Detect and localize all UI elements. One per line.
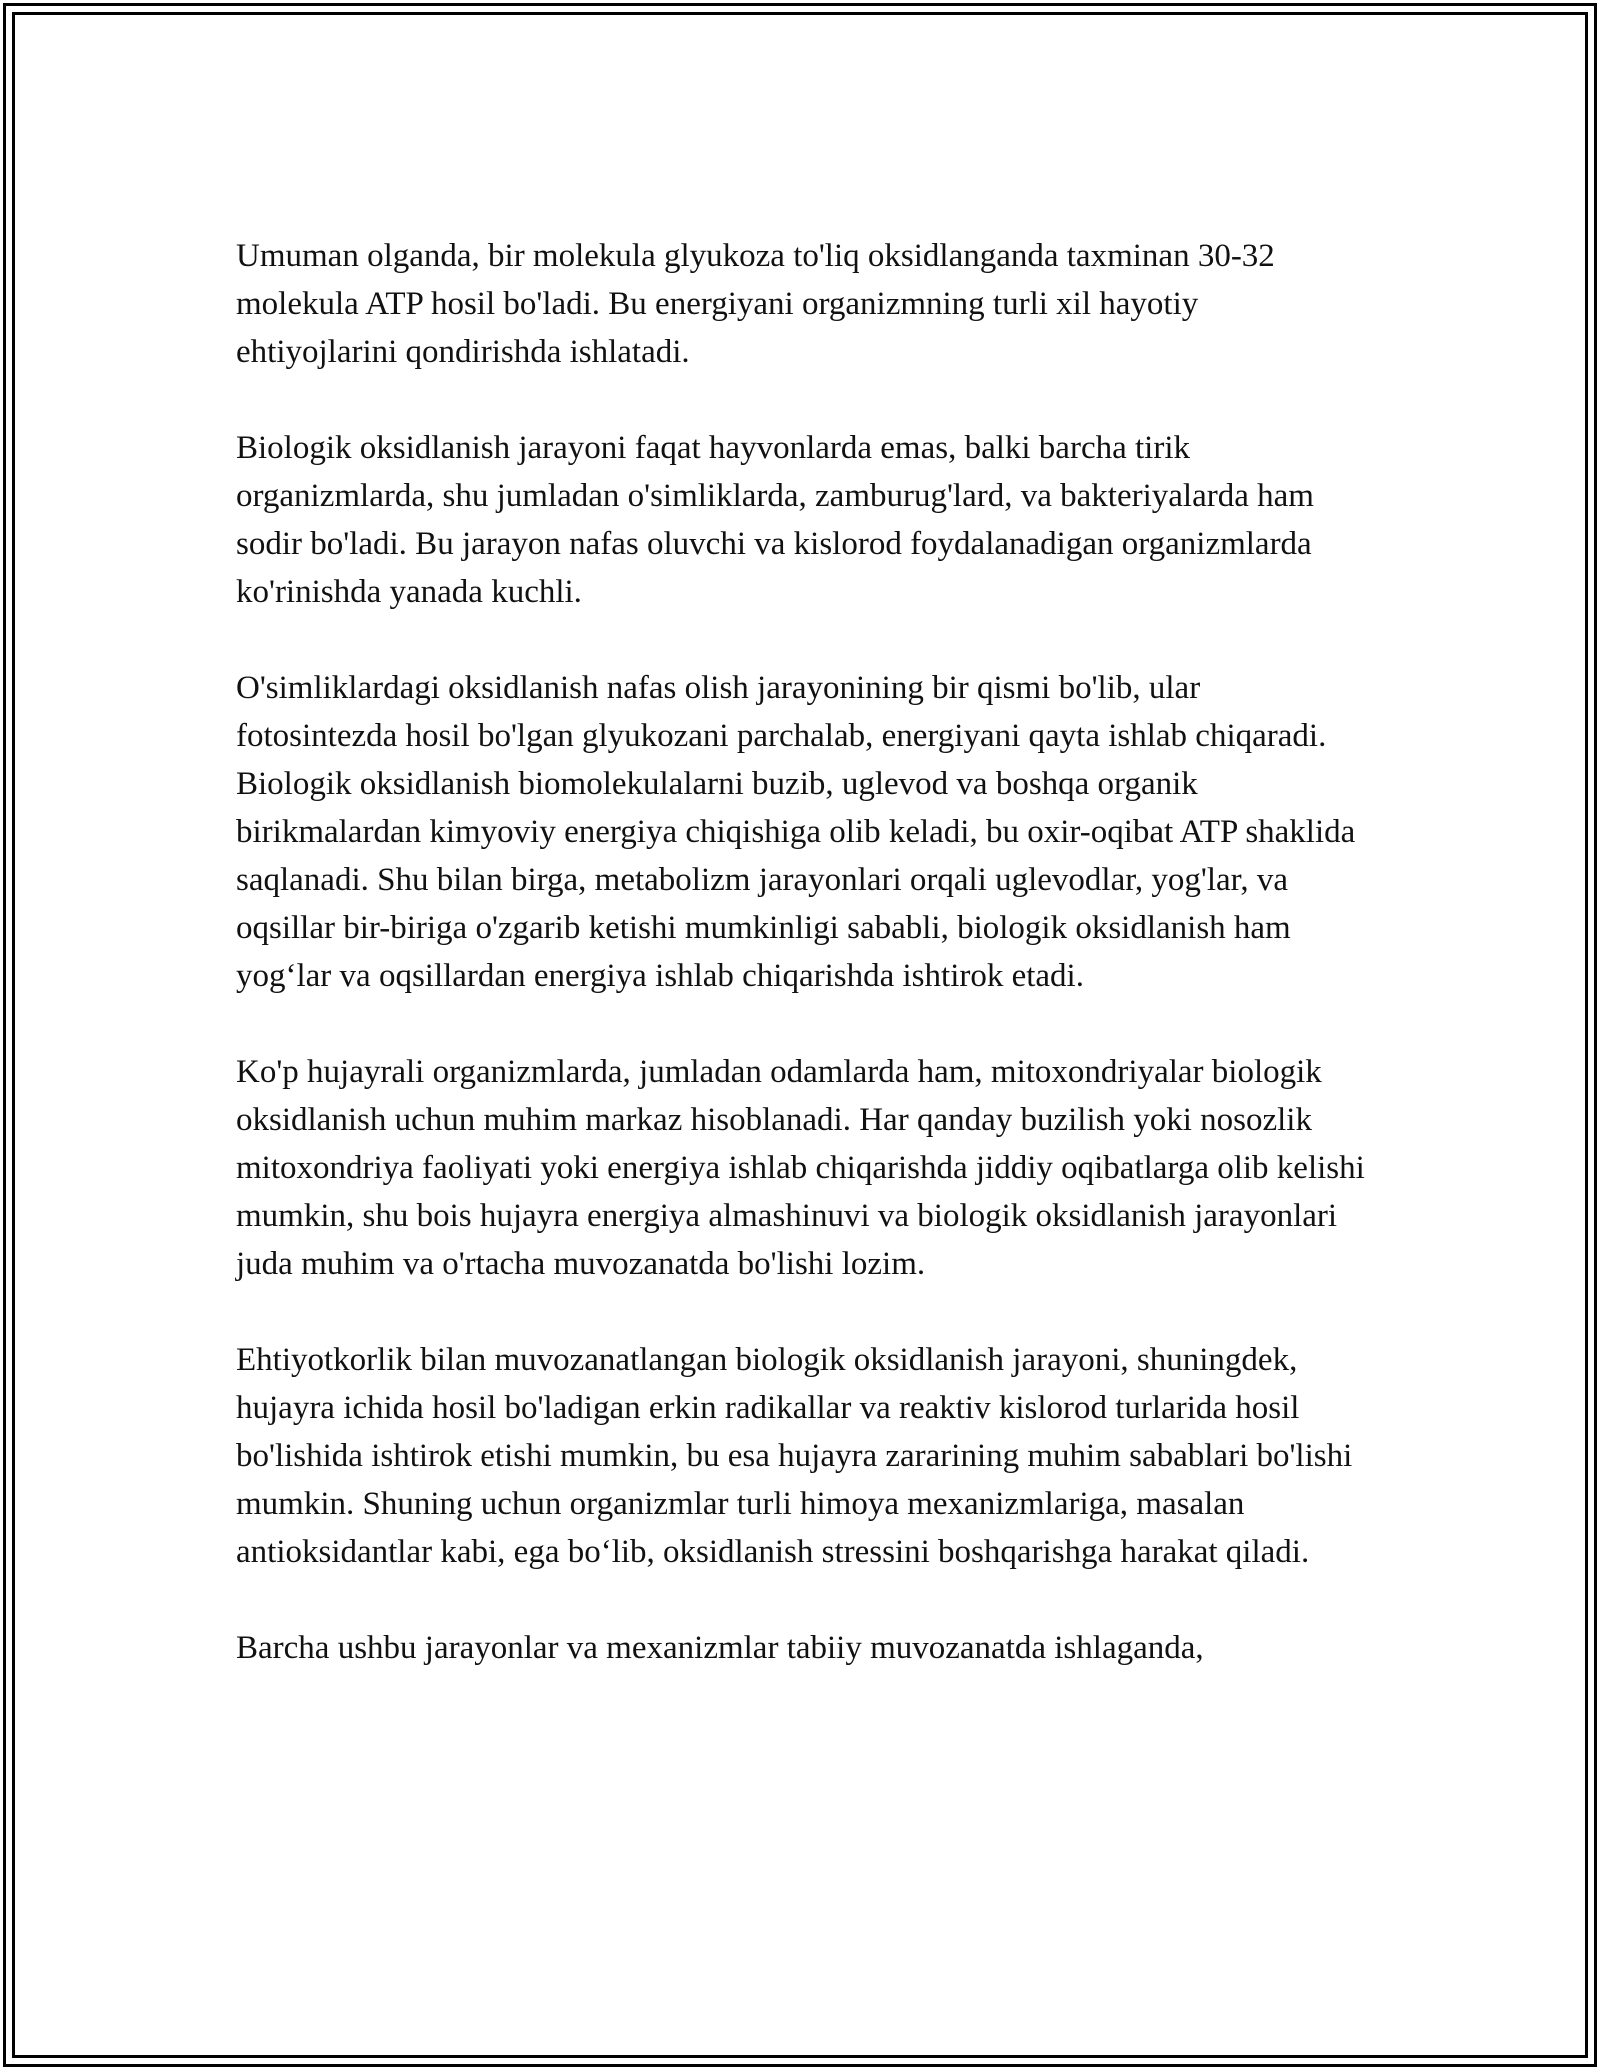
paragraph-1: Umuman olganda, bir molekula glyukoza to'liq oksidlanganda taxminan 30-32 molekula ATP hosil bo'ladi. Bu energiyani organizmning turli xil hayotiy ehtiyojlarini qondirishda ishlatadi. (236, 238, 1275, 370)
document-body (236, 232, 1366, 1672)
paragraph-3: O'simliklardagi oksidlanish nafas olish jarayonining bir qismi bo'lib, ular fotosintezda hosil bo'lgan glyukozani parchalab, energiyani qayta ishlab chiqaradi. Biologik oksidlanish biomolekulalarni buzib, uglevod va boshqa organik birikmalardan kimyoviy energiya chiqishiga olib keladi, bu oxir-oqibat ATP shaklida saqlanadi. Shu bilan birga, metabolizm jarayonlari orqali uglevodlar, yog'lar, va oqsillar bir-biriga o'zgarib ketishi mumkinligi sababli, biologik oksidlanish ham yog‘lar va oqsillardan energiya ishlab chiqarishda ishtirok etadi. (236, 670, 1356, 994)
paragraph-2: Biologik oksidlanish jarayoni faqat hayvonlarda emas, balki barcha tirik organizmlarda, shu jumladan o'simliklarda, zamburug'lard, va bakteriyalarda ham sodir bo'ladi. Bu jarayon nafas oluvchi va kislorod foydalanadigan organizmlarda ko'rinishda yanada kuchli. (236, 430, 1314, 610)
paragraph-5: Ehtiyotkorlik bilan muvozanatlangan biologik oksidlanish jarayoni, shuningdek, hujayra ichida hosil bo'ladigan erkin radikallar va reaktiv kislorod turlarida hosil bo'lishida ishtirok etishi mumkin, bu esa hujayra zararining muhim sabablari bo'lishi mumkin. Shuning uchun organizmlar turli himoya mexanizmlariga, masalan antioksidantlar kabi, ega bo‘lib, oksidlanish stressini boshqarishga harakat qiladi. (236, 1342, 1353, 1570)
paragraph-4: Ko'p hujayrali organizmlarda, jumladan odamlarda ham, mitoxondriyalar biologik oksidlanish uchun muhim markaz hisoblanadi. Har qanday buzilish yoki nosozlik mitoxondriya faoliyati yoki energiya ishlab chiqarishda jiddiy oqibatlarga olib kelishi mumkin, shu bois hujayra energiya almashinuvi va biologik oksidlanish jarayonlari juda muhim va o'rtacha muvozanatda bo'lishi lozim. (236, 1054, 1365, 1282)
paragraph-6: Barcha ushbu jarayonlar va mexanizmlar tabiiy muvozanatda ishlaganda, (236, 1630, 1204, 1666)
